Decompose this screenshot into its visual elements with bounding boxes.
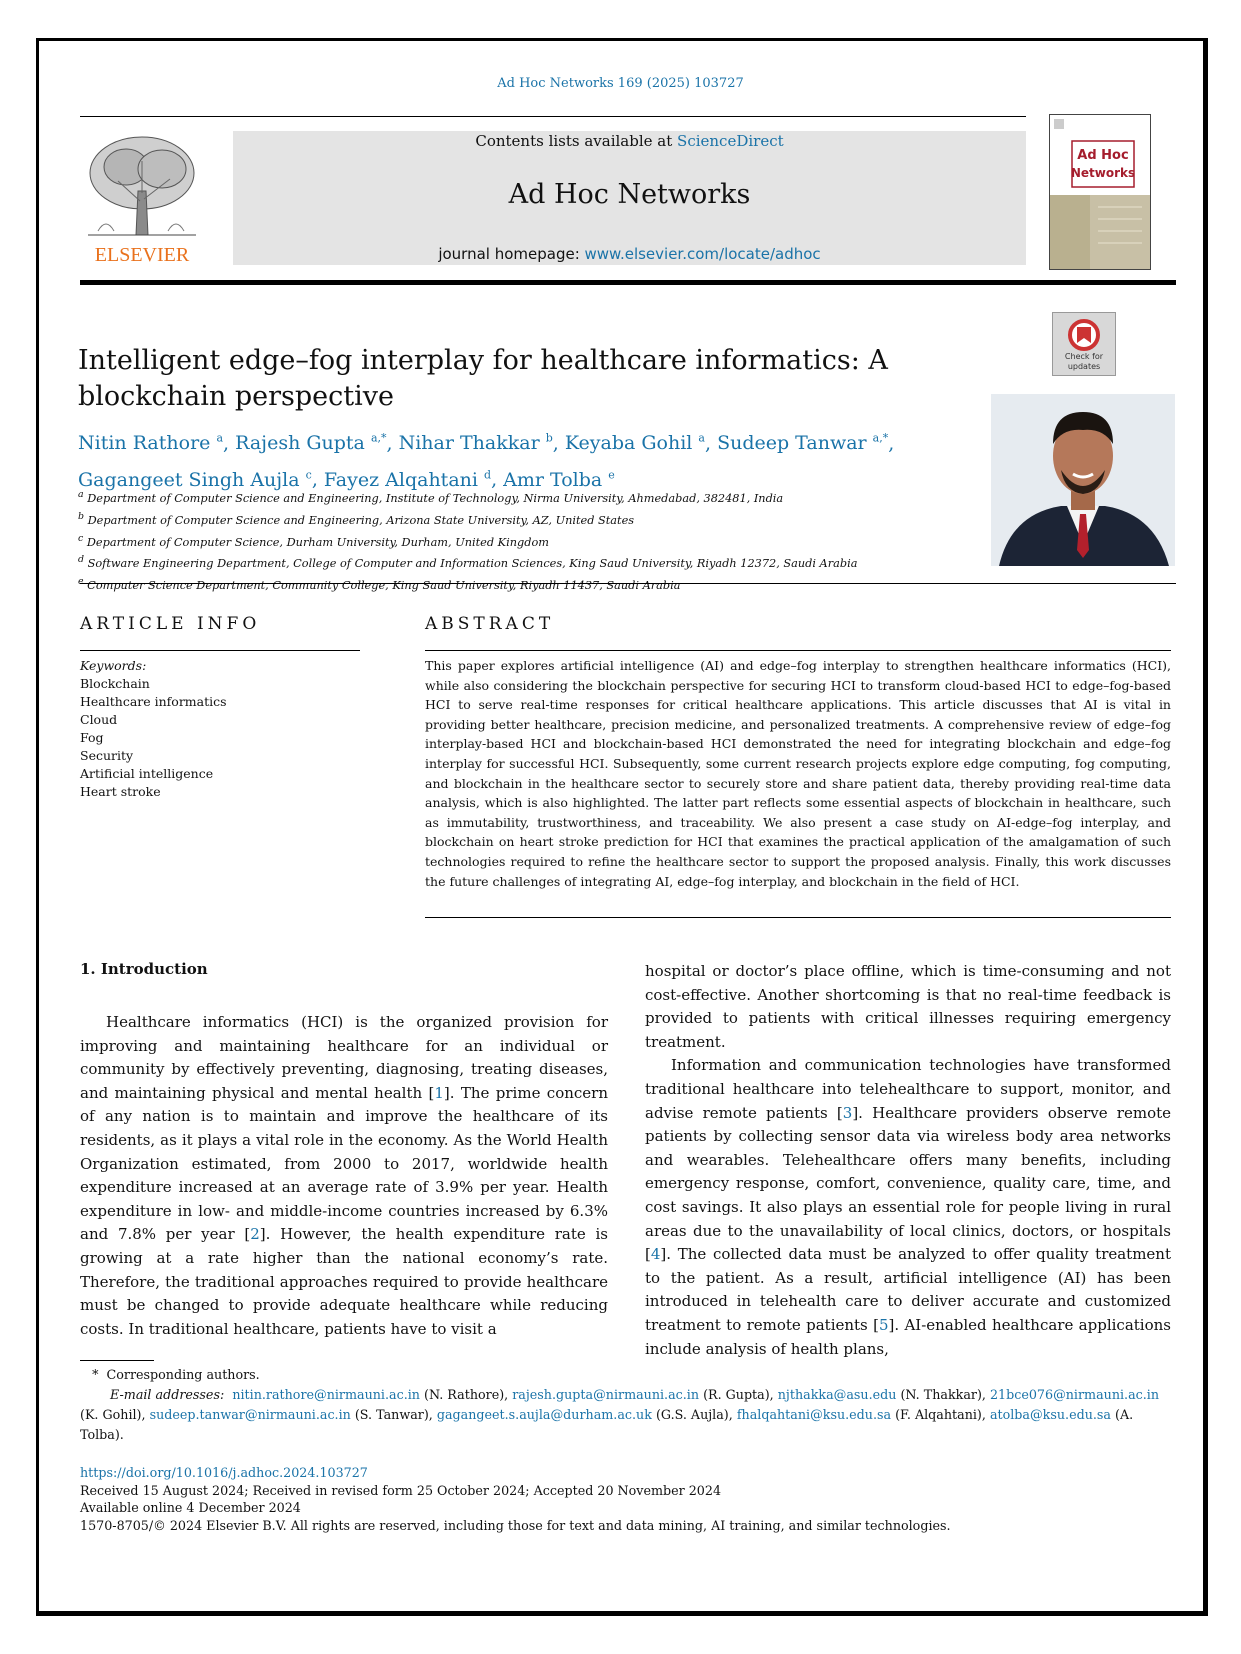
affiliation: $^c$ Department of Computer Science, Durham University, Durham, United Kingdom bbox=[78, 532, 549, 549]
author-link[interactable]: Rajesh Gupta $^{a,*}$ bbox=[235, 432, 387, 455]
affiliation: $^b$ Department of Computer Science and Engineering, Arizona State University, AZ, United States bbox=[78, 510, 635, 527]
footnote-rule bbox=[80, 1360, 154, 1361]
contents-line: Contents lists available at ScienceDirect bbox=[475, 132, 784, 150]
author-link[interactable]: Keyaba Gohil $^a$ bbox=[564, 432, 705, 455]
email-link[interactable]: rajesh.gupta@nirmauni.ac.in bbox=[512, 1387, 700, 1402]
author-list: Nitin Rathore $^a$, Rajesh Gupta $^{a,*}$, Nihar Thakkar $^b$, Keyaba Gohil $^a$, Sudeep Tanwar $^{a,*}$, Gagangeet Singh Aujla $^c$, Fayez Alqahtani $^d$, Amr Tolba $^e$ bbox=[78, 432, 895, 491]
email-link[interactable]: sudeep.tanwar@nirmauni.ac.in bbox=[149, 1407, 351, 1422]
abstract-bottom-rule bbox=[425, 917, 1171, 918]
svg-text:Check for: Check for bbox=[1064, 352, 1104, 361]
email-link[interactable]: 21bce076@nirmauni.ac.in bbox=[989, 1387, 1160, 1402]
keyword-list bbox=[80, 657, 227, 801]
section-heading-introduction: 1. Introduction bbox=[80, 960, 208, 978]
journal-banner bbox=[233, 131, 1026, 265]
article-info-rule bbox=[80, 650, 360, 651]
journal-title: Ad Hoc Networks bbox=[508, 179, 751, 210]
svg-text:ELSEVIER: ELSEVIER bbox=[94, 244, 190, 266]
elsevier-logo bbox=[78, 131, 206, 271]
author-link[interactable]: Amr Tolba $^e$ bbox=[503, 468, 615, 491]
author-link[interactable]: Nitin Rathore $^a$ bbox=[78, 432, 224, 455]
check-for-updates-badge[interactable] bbox=[1052, 312, 1116, 376]
header-thick-rule bbox=[80, 280, 1176, 285]
citation-link[interactable]: 3 bbox=[842, 1103, 853, 1122]
abstract-rule bbox=[425, 650, 1171, 651]
keyword: Security bbox=[80, 748, 134, 763]
email-link[interactable]: atolba@ksu.edu.sa bbox=[989, 1407, 1111, 1422]
author-link[interactable]: Sudeep Tanwar $^{a,*}$ bbox=[717, 432, 889, 455]
journal-cover bbox=[1049, 114, 1151, 270]
citation-link[interactable]: 5 bbox=[878, 1315, 889, 1334]
body-column-right bbox=[645, 960, 1171, 1361]
email-link[interactable]: nitin.rathore@nirmauni.ac.in bbox=[232, 1387, 420, 1402]
affiliation-list bbox=[78, 486, 958, 595]
available-online: Available online 4 December 2024 bbox=[80, 1500, 301, 1515]
author-link[interactable]: Fayez Alqahtani $^d$ bbox=[323, 468, 492, 491]
article-info-heading: ARTICLE INFO bbox=[80, 614, 261, 634]
keyword: Healthcare informatics bbox=[80, 694, 227, 709]
abstract-heading: ABSTRACT bbox=[425, 614, 555, 634]
paragraph: hospital or doctor’s place offline, which is time-consuming and not cost-effective. Another shortcoming is that no real-time feedback is provided to patients with critical illnesses requiring emergency treatment. bbox=[645, 962, 1171, 1051]
homepage-link[interactable]: www.elsevier.com/locate/adhoc bbox=[584, 245, 821, 263]
citation-link[interactable]: 1 bbox=[434, 1083, 444, 1102]
citation-link[interactable]: 4 bbox=[650, 1245, 661, 1264]
footnote: * Corresponding authors. E-mail addresses: nitin.rathore@nirmauni.ac.in (N. Rathore), rajesh.gupta@nirmauni.ac.in (R. Gupta), njthakka@asu.edu (N. Thakkar), 21bce076@nirmauni.ac.in (K. Gohil), sudeep.tanwar@nirmauni.ac.in (S. Tanwar), gagangeet.s.aujla@durham.ac.uk (G.S. Aujla), fhalqahtani@ksu.edu.sa (F. Alqahtani), atolba@ksu.edu.sa (A. Tolba). bbox=[80, 1367, 1160, 1442]
abstract-text: This paper explores artificial intelligence (AI) and edge–fog interplay to strengthen healthcare informatics (HCI), while also considering the blockchain perspective for securing HCI to transform cloud-based HCI to edge–fog-based HCI to serve real-time responses for critical healthcare applications. This article discusses that AI is vital in providing better healthcare, precision medicine, and personalized treatments. A comprehensive review of edge–fog interplay-based HCI and blockchain-based HCI demonstrated the need for integrating blockchain and edge–fog interplay for successful HCI. Subsequently, some current research projects explore edge computing, fog computing, and blockchain in the healthcare sector to securely store and share patient data, thereby providing real-time data analysis, which is also highlighted. The latter part reflects some essential aspects of blockchain in healthcare, such as immutability, trustworthiness, and traceability. We also present a case study on AI-edge–fog interplay, and blockchain on heart stroke prediction for HCI that examines the practical application of the amalgamation of such technologies required to refine the healthcare sector to support the proposed analysis. Finally, this work discusses the future challenges of integrating AI, edge–fog interplay, and blockchain in the field of HCI. bbox=[425, 658, 1171, 889]
doi-link[interactable]: https://doi.org/10.1016/j.adhoc.2024.103727 bbox=[80, 1465, 368, 1480]
keyword: Cloud bbox=[80, 712, 118, 727]
homepage-line: journal homepage: www.elsevier.com/locate/adhoc bbox=[438, 245, 821, 263]
article-title: Intelligent edge–fog interplay for healthcare informatics: A blockchain perspective bbox=[78, 345, 888, 412]
sciencedirect-link[interactable]: ScienceDirect bbox=[677, 132, 784, 150]
crossmark-icon bbox=[1053, 313, 1115, 375]
svg-text:updates: updates bbox=[1067, 362, 1101, 371]
keywords-label: Keywords: bbox=[80, 658, 147, 673]
keyword: Artificial intelligence bbox=[80, 766, 214, 781]
tree-icon bbox=[78, 131, 206, 271]
publication-info bbox=[80, 1464, 1170, 1534]
affiliation: $^a$ Department of Computer Science and Engineering, Institute of Technology, Nirma University, Ahmedabad, 382481, India bbox=[78, 489, 784, 505]
author-photo bbox=[991, 394, 1175, 566]
header-rule bbox=[80, 116, 1026, 117]
affiliation: $^e$ Computer Science Department, Community College, King Saud University, Riyadh 11437, Saudi Arabia bbox=[78, 576, 681, 592]
keyword: Blockchain bbox=[80, 676, 150, 691]
author-link[interactable]: Nihar Thakkar $^b$ bbox=[398, 432, 553, 455]
affiliation: $^d$ Software Engineering Department, College of Computer and Information Sciences, King Saud University, Riyadh 12372, Saudi Arabia bbox=[78, 554, 858, 571]
received-dates: Received 15 August 2024; Received in revised form 25 October 2024; Accepted 20 November 2024 bbox=[80, 1482, 722, 1498]
email-link[interactable]: gagangeet.s.aujla@durham.ac.uk bbox=[436, 1407, 652, 1422]
paragraph: Healthcare informatics (HCI) is the organized provision for improving and maintaining healthcare for an individual or community by effectively preventing, diagnosing, treating diseases, and maintaining physical and mental health [1]. The prime concern of any nation is to maintain and improve the healthcare of its residents, as it plays a vital role in the economy. As the World Health Organization estimated, from 2000 to 2017, worldwide health expenditure increased at an average rate of 3.9% per year. Health expenditure in low- and middle-income countries increased by 6.3% and 7.8% per year [2]. However, the health expenditure rate is growing at a rate higher than the national economy’s rate. Therefore, the traditional approaches required to provide healthcare must be changed to provide adequate healthcare while reducing costs. In traditional healthcare, patients have to visit a bbox=[80, 1013, 608, 1338]
journal-reference[interactable]: Ad Hoc Networks 169 (2025) 103727 bbox=[497, 76, 744, 91]
email-link[interactable]: njthakka@asu.edu bbox=[777, 1387, 897, 1402]
body-column-left bbox=[80, 1011, 608, 1341]
citation-link[interactable]: 2 bbox=[250, 1225, 260, 1244]
svg-text:Ad Hoc: Ad Hoc bbox=[1077, 148, 1129, 163]
svg-text:Networks: Networks bbox=[1070, 166, 1136, 180]
affiliation-rule bbox=[80, 583, 1176, 584]
author-link[interactable]: Gagangeet Singh Aujla $^c$ bbox=[78, 468, 312, 491]
email-link[interactable]: fhalqahtani@ksu.edu.sa bbox=[736, 1407, 892, 1422]
copyright: 1570-8705/© 2024 Elsevier B.V. All rights are reserved, including those for text and data mining, AI training, and similar technologies. bbox=[80, 1517, 951, 1533]
keyword: Heart stroke bbox=[80, 784, 161, 799]
keyword: Fog bbox=[80, 730, 104, 745]
paragraph: Information and communication technologies have transformed traditional healthcare into telehealthcare to support, monitor, and advise remote patients [3]. Healthcare providers observe remote patients by collecting sensor data via wireless body area networks and wearables. Telehealthcare offers many benefits, including emergency response, comfort, convenience, quality care, time, and cost savings. It also plays an essential role for people living in rural areas due to the unavailability of local clinics, doctors, or hospitals [4]. The collected data must be analyzed to offer quality treatment to the patient. As a result, artificial intelligence (AI) has been introduced in telehealth care to deliver accurate and customized treatment to remote patients [5]. AI-enabled healthcare applications include analysis of health plans, bbox=[645, 1056, 1172, 1358]
